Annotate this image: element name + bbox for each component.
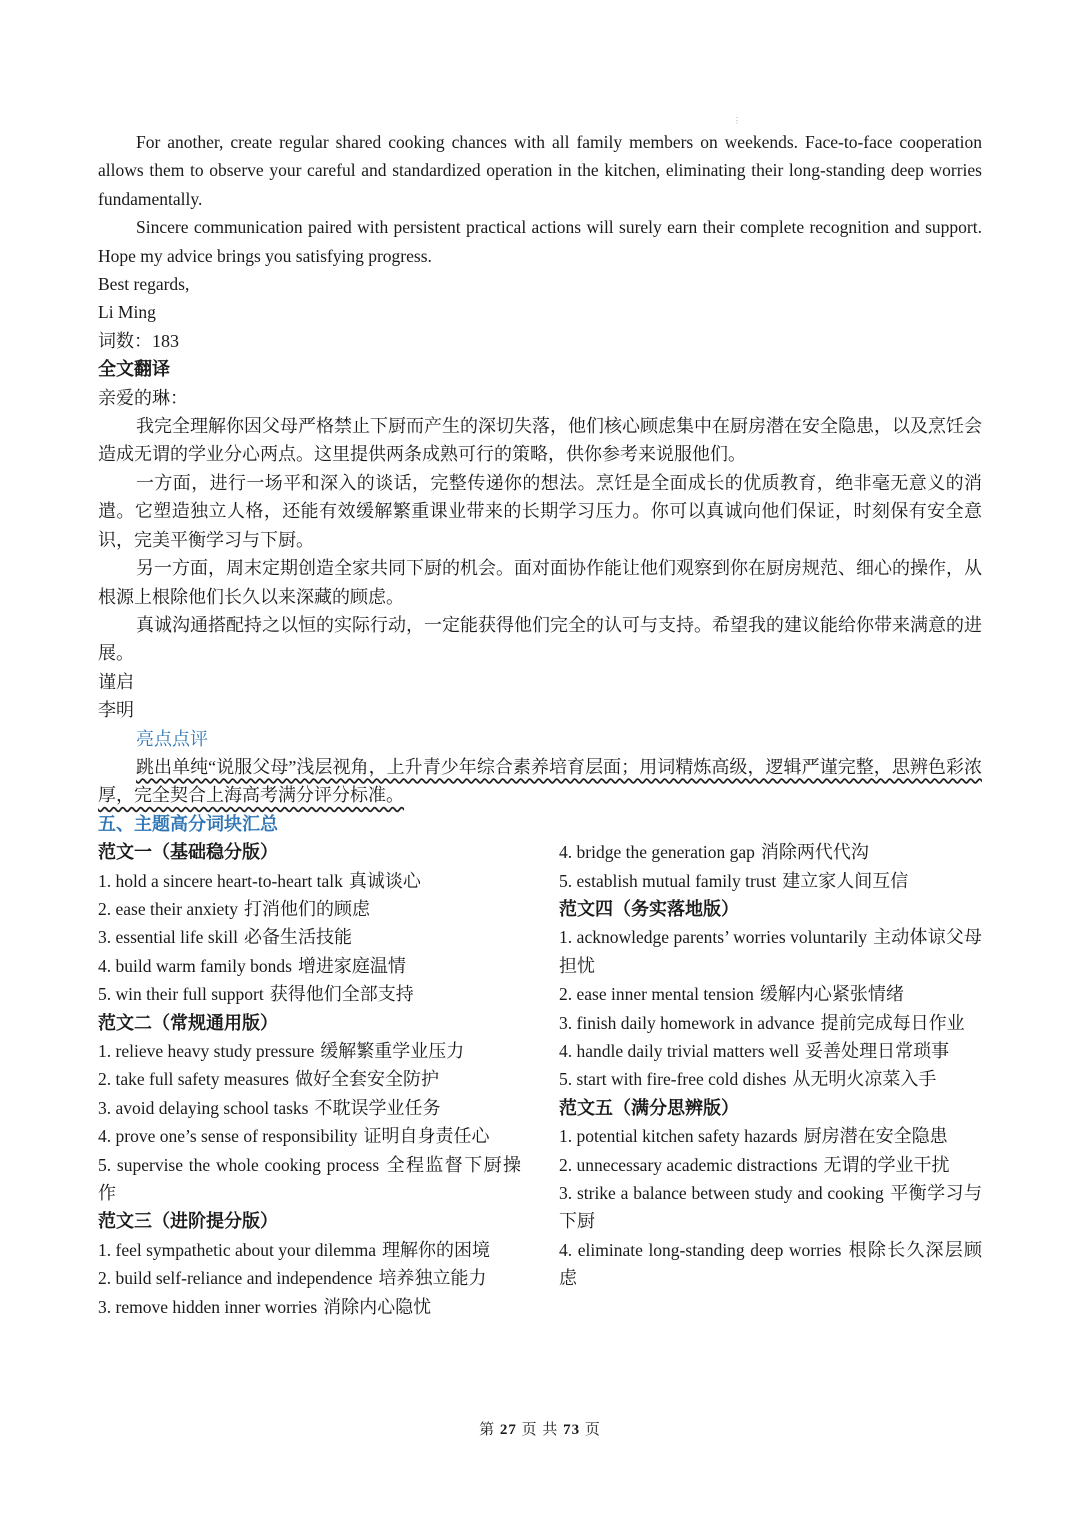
- word-count: 词数：183: [98, 330, 179, 351]
- phrase-item: 2. take full safety measures 做好全套安全防护: [98, 1069, 439, 1090]
- phrase-item: 4. bridge the generation gap 消除两代代沟: [559, 842, 869, 863]
- phrase-item: 1. hold a sincere heart-to-heart talk 真诚谈心: [98, 870, 421, 891]
- section5-heading: 五、主题高分词块汇总: [98, 813, 278, 834]
- footer-total-pages: 73: [563, 1422, 581, 1438]
- footer-suffix: 页: [584, 1422, 601, 1438]
- translation-paragraph-1: 我完全理解你因父母严格禁止下厨而产生的深切失落，他们核心顾虑集中在厨房潜在安全隐患，以及烹饪会造成无谓的学业分心两点。这里提供两条成熟可行的策略，供你参考来说服他们。: [98, 416, 982, 465]
- letter-closing: Best regards,: [98, 274, 190, 295]
- phrase-item: 1. potential kitchen safety hazards 厨房潜在安全隐患: [559, 1126, 948, 1147]
- group-title: 范文三（进阶提分版）: [98, 1211, 278, 1232]
- phrase-item: 2. ease their anxiety 打消他们的顾虑: [98, 898, 370, 919]
- group-title: 范文五（满分思辨版）: [559, 1097, 739, 1118]
- phrase-item: 4. prove one’s sense of responsibility 证明自身责任心: [98, 1126, 490, 1147]
- scan-mark: ⋮: [733, 116, 741, 125]
- phrase-item: 5. start with fire-free cold dishes 从无明火凉菜入手: [559, 1069, 937, 1090]
- phrase-item: 1. relieve heavy study pressure 缓解繁重学业压力: [98, 1041, 465, 1061]
- translation-heading: 全文翻译: [98, 359, 170, 380]
- letter-signature: Li Ming: [98, 302, 156, 323]
- footer-page-number: 27: [499, 1422, 517, 1438]
- group-title: 范文二（常规通用版）: [98, 1012, 278, 1033]
- phrase-item: 2. build self-reliance and independence 培养独立能力: [98, 1268, 487, 1289]
- translation-paragraph-4: 真诚沟通搭配持之以恒的实际行动，一定能获得他们完全的认可与支持。希望我的建议能给你带来满意的进展。: [98, 614, 982, 664]
- highlight-text: [98, 753, 982, 810]
- phrase-item: 4. handle daily trivial matters well 妥善处理日常琐事: [559, 1041, 950, 1061]
- letter-paragraph-2: Sincere communication paired with persistent practical actions will surely earn their complete recognition and support. Hope my advice brings you satisfying progress.: [98, 217, 982, 266]
- translation-paragraph-3: 另一方面，周末定期创造全家共同下厨的机会。面对面协作能让他们观察到你在厨房规范、细心的操作，从根源上根除他们长久以来深藏的顾虑。: [98, 558, 982, 607]
- group-title: 范文四（务实落地版）: [559, 898, 739, 919]
- phrase-item: 1. acknowledge parents’ worries voluntarily 主动体谅父母担忧: [559, 927, 982, 976]
- phrase-item: 4. build warm family bonds 增进家庭温情: [98, 955, 406, 976]
- letter-paragraph-1: For another, create regular shared cooking chances with all family members on weekends. Face-to-face cooperation allows them to observe your careful and standardized operation in the kitchen, eliminating their long-standing deep worries fundamentally.: [98, 132, 982, 209]
- page-footer: [0, 1418, 1080, 1439]
- phrase-item: 5. supervise the whole cooking process 全程监督下厨操作: [98, 1154, 522, 1204]
- footer-prefix: 第: [479, 1422, 496, 1438]
- translation-signature: 李明: [98, 700, 134, 721]
- phrase-item: 3. essential life skill 必备生活技能: [98, 927, 352, 948]
- phrase-item: 2. unnecessary academic distractions 无谓的学业干扰: [559, 1154, 950, 1175]
- phrase-item: 3. remove hidden inner worries 消除内心隐忧: [98, 1296, 432, 1317]
- phrase-item: 1. feel sympathetic about your dilemma 理解你的困境: [98, 1239, 490, 1260]
- translation-greeting: 亲爱的琳：: [98, 387, 188, 408]
- phrase-item: 5. establish mutual family trust 建立家人间互信: [559, 870, 909, 891]
- translation-paragraph-2: 一方面，进行一场平和深入的谈话，完整传递你的想法。烹饪是全面成长的优质教育，绝非毫无意义的消遣。它塑造独立人格，还能有效缓解繁重课业带来的长期学习压力。你可以真诚向他们保证，时刻保有安全意识，完美平衡学习与下厨。: [98, 472, 982, 550]
- highlight-heading: 亮点点评: [136, 728, 208, 749]
- phrase-item: 3. strike a balance between study and cooking 平衡学习与下厨: [559, 1183, 983, 1232]
- phrase-item: 5. win their full support 获得他们全部支持: [98, 984, 414, 1005]
- phrase-item: 2. ease inner mental tension 缓解内心紧张情绪: [559, 984, 904, 1005]
- phrase-column-left: [98, 838, 521, 1321]
- document-page: [98, 128, 982, 1321]
- footer-middle: 页 共: [521, 1422, 559, 1438]
- translation-closing: 谨启: [98, 671, 134, 692]
- phrase-item: 4. eliminate long-standing deep worries 根除长久深层顾虑: [559, 1239, 982, 1289]
- group-title: 范文一（基础稳分版）: [98, 842, 278, 863]
- phrase-item: 3. avoid delaying school tasks 不耽误学业任务: [98, 1097, 441, 1118]
- phrase-columns: [98, 838, 982, 1321]
- highlight-text-content: 跳出单纯“说服父母”浅层视角，上升青少年综合素养培育层面；用词精炼高级，逻辑严谨完整，思辨色彩浓厚，完全契合上海高考满分评分标准。: [98, 756, 982, 806]
- phrase-column-right: [559, 838, 982, 1321]
- phrase-item: 3. finish daily homework in advance 提前完成每日作业: [559, 1012, 965, 1033]
